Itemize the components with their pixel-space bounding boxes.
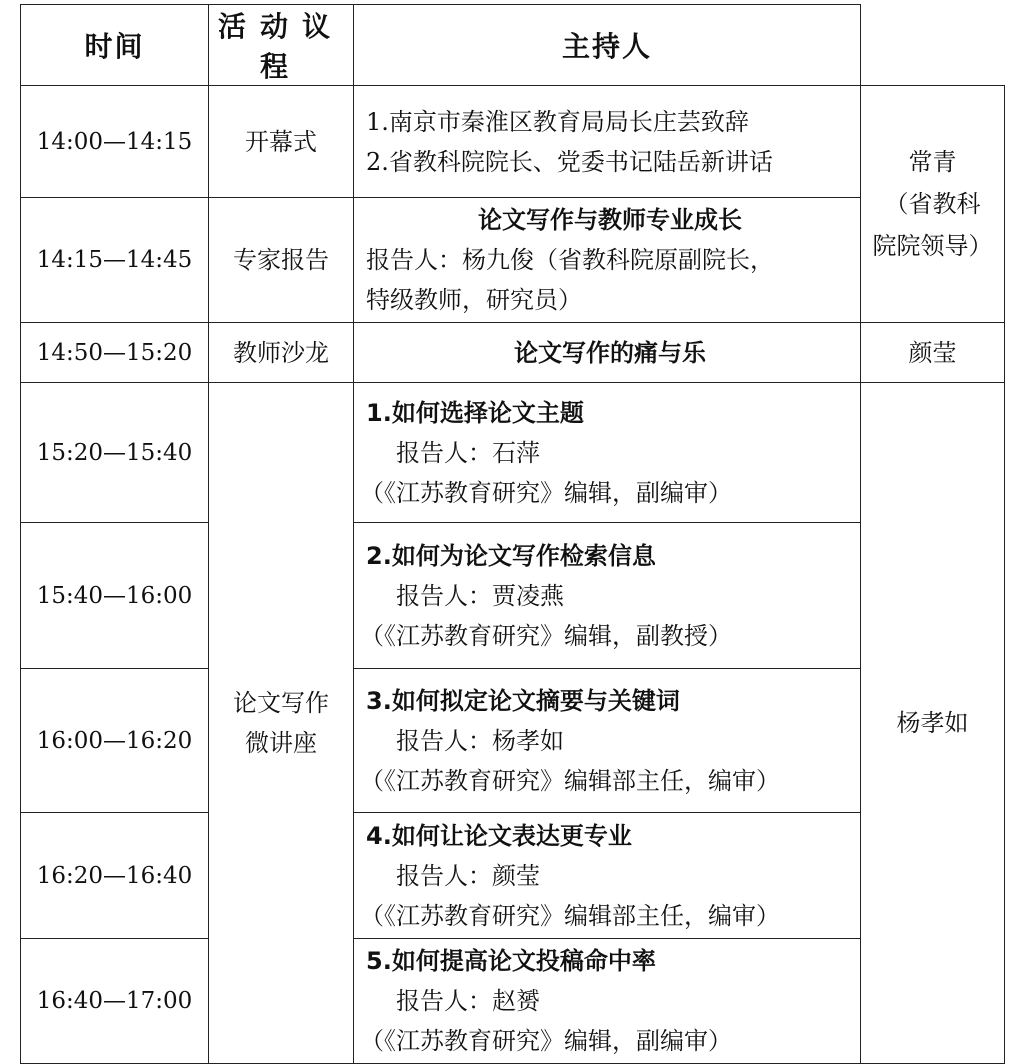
- content-cell: [354, 323, 861, 383]
- host-note: 院院领导）: [872, 232, 993, 260]
- type-line: 微讲座: [245, 729, 317, 757]
- table-row: [21, 323, 1005, 383]
- reporter-line: 报告人：杨孝如: [396, 726, 564, 755]
- content-cell: [354, 939, 861, 1064]
- time-cell: 14:50—15:20: [21, 323, 209, 383]
- affiliation-line: （《江苏教育研究》编辑，副编审）: [360, 478, 732, 507]
- host-cell: 颜莹: [861, 323, 1005, 383]
- table-row: [21, 86, 1005, 198]
- reporter-line: 报告人：石萍: [396, 438, 540, 467]
- type-cell: 教师沙龙: [209, 323, 354, 383]
- content-cell: [354, 813, 861, 939]
- agenda-title: 5.如何提高论文投稿命中率: [366, 947, 656, 975]
- time-cell: 14:00—14:15: [21, 86, 209, 198]
- agenda-table: [20, 4, 1005, 1064]
- content-cell: [354, 669, 861, 813]
- type-line: 论文写作: [233, 689, 329, 717]
- agenda-title: 1.如何选择论文主题: [366, 398, 584, 427]
- type-cell: 专家报告: [209, 198, 354, 323]
- host-cell: [861, 86, 1005, 323]
- reporter-line: 报告人：赵赟: [396, 987, 540, 1015]
- affiliation-line: （《江苏教育研究》编辑部主任，编审）: [360, 901, 780, 930]
- table-row: [21, 383, 1005, 523]
- host-name: 常青: [908, 148, 957, 176]
- affiliation-line: （《江苏教育研究》编辑，副教授）: [360, 621, 732, 650]
- content-cell: [354, 523, 861, 669]
- reporter-line: 报告人：贾凌燕: [396, 581, 564, 610]
- type-cell: 开幕式: [209, 86, 354, 198]
- header-row: [21, 5, 1005, 86]
- agenda-title: 4.如何让论文表达更专业: [366, 821, 632, 850]
- host-cell: 杨孝如: [861, 383, 1005, 1064]
- content-cell: [354, 383, 861, 523]
- time-cell: 16:00—16:20: [21, 669, 209, 813]
- content-cell: [354, 198, 861, 323]
- content-cell: [354, 86, 861, 198]
- host-note: （省教科: [884, 190, 981, 218]
- agenda-title: 3.如何拟定论文摘要与关键词: [366, 686, 680, 715]
- header-time: 时间: [21, 5, 209, 86]
- agenda-line: 2.省教科院院长、党委书记陆岳新讲话: [366, 147, 773, 176]
- time-cell: 15:20—15:40: [21, 383, 209, 523]
- time-cell: 14:15—14:45: [21, 198, 209, 323]
- header-host: 主持人: [354, 5, 861, 86]
- table-row: [21, 813, 1005, 939]
- agenda-line: 报告人：杨九俊（省教科院原副院长，: [366, 246, 774, 274]
- type-cell: [209, 383, 354, 1064]
- table-row: [21, 198, 1005, 323]
- agenda-line: 特级教师，研究员）: [366, 286, 582, 314]
- time-cell: 16:40—17:00: [21, 939, 209, 1064]
- agenda-title: 论文写作与教师专业成长: [478, 206, 742, 234]
- reporter-line: 报告人：颜莹: [396, 861, 540, 890]
- agenda-line: 1.南京市秦淮区教育局局长庄芸致辞: [366, 107, 749, 136]
- time-cell: 16:20—16:40: [21, 813, 209, 939]
- table-row: [21, 523, 1005, 669]
- affiliation-line: （《江苏教育研究》编辑部主任，编审）: [360, 766, 780, 795]
- agenda-title: 2.如何为论文写作检索信息: [366, 541, 656, 570]
- agenda-title: 论文写作的痛与乐: [514, 338, 706, 367]
- table-row: [21, 939, 1005, 1064]
- affiliation-line: （《江苏教育研究》编辑，副编审）: [360, 1027, 732, 1055]
- table-row: [21, 669, 1005, 813]
- time-cell: 15:40—16:00: [21, 523, 209, 669]
- header-agenda: 活动议程: [209, 5, 354, 86]
